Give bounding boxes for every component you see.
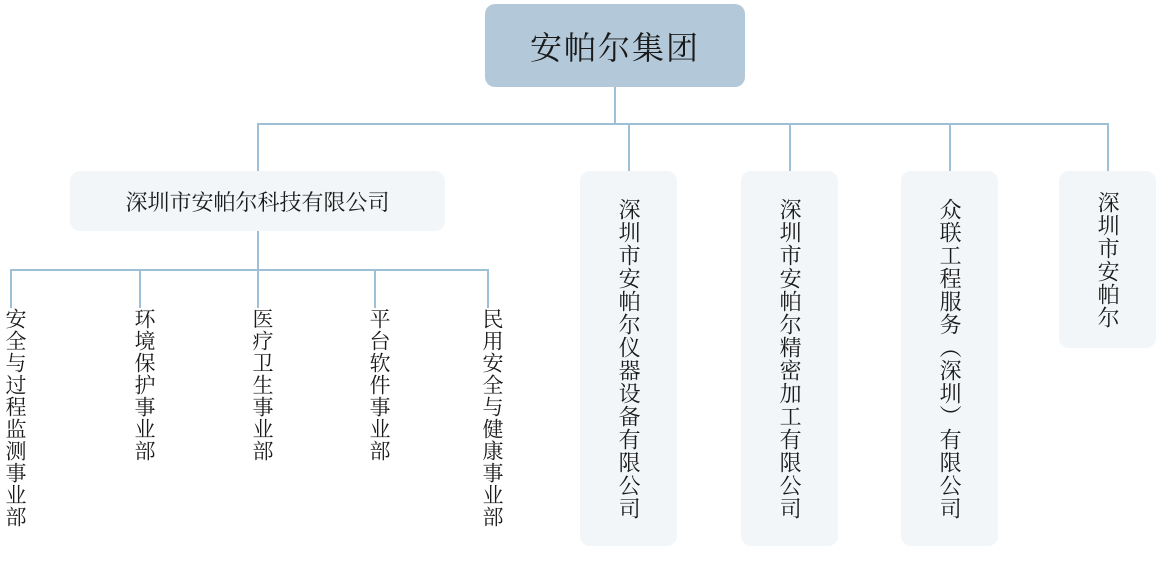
node-root[interactable]	[485, 4, 745, 87]
connector-drop-3	[789, 123, 791, 171]
connector-sub-bus	[10, 269, 488, 271]
node-level3-3[interactable]	[364, 308, 390, 488]
connector-leaf-drop-3	[257, 269, 259, 308]
node-level2-0[interactable]	[70, 171, 445, 231]
node-level3-1-label: 环境保护事业部	[132, 308, 155, 462]
node-level3-1[interactable]	[129, 308, 155, 488]
node-root-label: 安帕尔集团	[529, 29, 700, 66]
connector-drop-5	[1107, 123, 1109, 171]
connector-leaf-drop-1	[10, 269, 12, 308]
node-level2-1-label: 深圳市安帕尔仪器设备有限公司	[616, 197, 642, 520]
node-level2-3-label: 众联工程服务（深圳）有限公司	[937, 197, 963, 520]
connector-drop-1	[257, 123, 259, 171]
node-level3-0[interactable]	[0, 308, 26, 554]
connector-drop-2	[628, 123, 630, 171]
node-level2-2[interactable]	[741, 171, 838, 546]
node-level3-4-label: 民用安全与健康事业部	[480, 308, 503, 528]
node-level3-2-label: 医疗卫生事业部	[250, 308, 273, 462]
connector-leaf-drop-2	[139, 269, 141, 308]
connector-main-bus	[257, 123, 1107, 125]
node-level2-3[interactable]	[901, 171, 998, 546]
connector-drop-4	[949, 123, 951, 171]
node-level3-4[interactable]	[477, 308, 503, 554]
node-level2-4-label: 深圳市安帕尔	[1095, 190, 1121, 329]
node-level2-2-label: 深圳市安帕尔精密加工有限公司	[777, 197, 803, 520]
node-level3-0-label: 安全与过程监测事业部	[3, 308, 26, 528]
connector-sub-trunk	[257, 231, 259, 270]
node-level3-2[interactable]	[247, 308, 273, 488]
connector-leaf-drop-5	[487, 269, 489, 308]
connector-leaf-drop-4	[374, 269, 376, 308]
node-level2-1[interactable]	[580, 171, 677, 546]
node-level3-3-label: 平台软件事业部	[367, 308, 390, 462]
connector-root-trunk	[614, 87, 616, 124]
node-level2-4[interactable]	[1059, 171, 1156, 348]
node-level2-0-label: 深圳市安帕尔科技有限公司	[125, 189, 390, 215]
